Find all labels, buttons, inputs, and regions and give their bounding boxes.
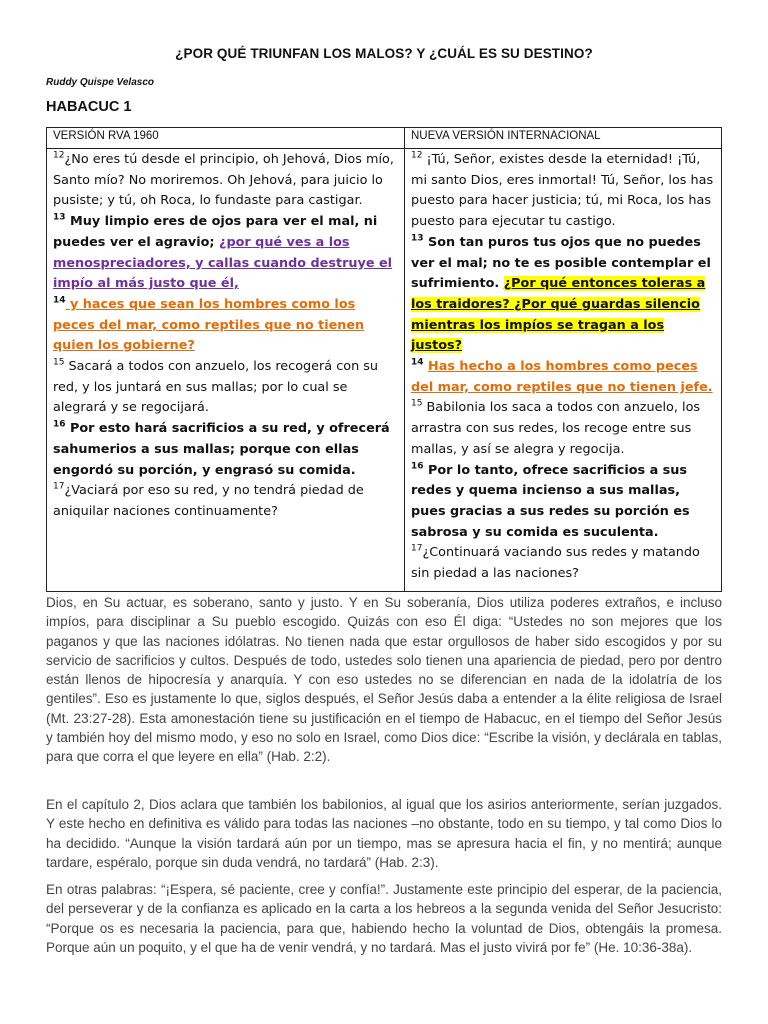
verse-text: Por esto hará sacrificios a su red, y ofrecerá sahumerios a sus mallas; porque con ellas engordó su porción, y engrasó su comida.	[53, 421, 390, 478]
bible-comparison-table	[46, 127, 722, 592]
verse-15	[411, 398, 715, 460]
verse-number: 16	[411, 461, 424, 472]
verse-text: ¿Vaciará por eso su red, y no tendrá piedad de aniquilar naciones continuamente?	[53, 483, 364, 519]
verse-13	[53, 212, 398, 295]
verse-17	[53, 481, 398, 522]
verse-text: ¡Tú, Señor, existes desde la eternidad! ¡Tú, mi santo Dios, eres inmortal! Tú, Señor, los has puesto para hacer justicia; tú, mi Roca, los has puesto para ejecutar tu castigo.	[411, 152, 714, 230]
verse-number: 14	[411, 357, 424, 368]
verse-text: Son tan puros tus ojos que no puedes ver el mal; no te es posible contemplar el sufrimiento.	[411, 234, 711, 292]
verse-number: 12	[411, 150, 423, 161]
column-rva	[47, 149, 405, 592]
verse-number: 12	[53, 150, 65, 161]
body-paragraph: Dios, en Su actuar, es soberano, santo y justo. Y en Su soberanía, Dios utiliza poderes extraños, e incluso impíos, para disciplinar a Su pueblo escogido. Quizás con eso Él diga: “Ustedes no son mejores que los paganos y que las naciones idólatras. No tienen nada que estar orgullosos de haber sido escogidos y por su servicio de sacrificios y cultos. Después de todo, ustedes solo tienen una apariencia de piedad, pero por dentro están llenos de hipocresía y anarquía. Y con eso ustedes no se diferencian en nada de la idolatría de los gentiles”. Eso es justamente lo que, siglos después, el Señor Jesús daba a entender a la élite religiosa de Israel (Mt. 23:27-28). Esta amonestación tiene su justificación en el tiempo de Habacuc, en el tiempo del Señor Jesús y también hoy del mismo modo, y eso no solo en Israel, como Dios dice: “Escribe la visión, y declárala en tablas, para que corra el que leyere en ella” (Hab. 2:2).	[46, 595, 722, 765]
verse-text: Muy limpio eres de ojos para ver el mal, ni puedes ver el agravio;	[53, 214, 378, 250]
verse-text: Babilonia los saca a todos con anzuelo, los arrastra con sus redes, los recoge entre sus mallas, y así se alegra y regocija.	[411, 400, 701, 457]
table-row	[47, 149, 722, 592]
verse-text: Sacará a todos con anzuelo, los recogerá con su red, y los juntará en sus mallas; por lo cual se alegrará y se regocijará.	[53, 359, 379, 416]
verse-14	[53, 295, 398, 357]
verse-highlight: ¿Por qué entonces toleras a los traidores? ¿Por qué guardas silencio mientras los impíos se tragan a los justos?	[411, 276, 706, 354]
verse-16	[53, 419, 398, 481]
verse-number: 17	[53, 481, 65, 492]
body-paragraph: En el capítulo 2, Dios aclara que también los babilonios, al igual que los asirios anteriormente, serían juzgados. Y este hecho en definitiva es válido para todas las naciones –no obstante, todo en su tiempo, y tal como Dios lo ha decidido. “Aunque la visión tardará aún por un tiempo, mas se apresura hacia el fin, y no mentirá; aunque tardare, espéralo, porque sin duda vendrá, no tardará” (Hab. 2:3).	[46, 797, 722, 870]
verse-14	[411, 357, 715, 398]
verse-highlight: Has hecho a los hombres como peces del mar, como reptiles que no tienen jefe.	[411, 359, 713, 395]
verse-number: 17	[411, 544, 423, 555]
verse-15	[53, 357, 398, 419]
verse-number: 13	[53, 212, 66, 223]
column-nvi	[405, 149, 722, 592]
verse-number: 14	[53, 295, 66, 306]
verse-12	[411, 150, 715, 233]
document-title: ¿POR QUÉ TRIUNFAN LOS MALOS? Y ¿CUÁL ES SU DESTINO?	[175, 46, 593, 61]
verse-number: 16	[53, 419, 66, 430]
verse-text: Por lo tanto, ofrece sacrificios a sus redes y quema incienso a sus mallas, pues gracias a sus redes su porción es sabrosa y su comida es suculenta.	[411, 462, 690, 540]
table-header-row	[47, 128, 722, 149]
body-paragraph: En otras palabras: “¡Espera, sé paciente, cree y confía!”. Justamente este principio del esperar, de la paciencia, del perseverar y de la confianza es aplicado en la carta a los hebreos a la segunda venida del Señor Jesucristo: “Porque os es necesaria la paciencia, para que, habiendo hecho la voluntad de Dios, obtengáis la promesa. Porque aún un poquito, y el que ha de venir vendrá, y no tardará. Mas el justo vivirá por fe” (He. 10:36-38a).	[46, 882, 722, 955]
verse-highlight: y haces que sean los hombres como los peces del mar, como reptiles que no tienen quien los gobierne?	[53, 296, 365, 354]
verse-number: 15	[411, 399, 423, 410]
verse-16	[411, 461, 715, 544]
verse-text: ¿Continuará vaciando sus redes y matando sin piedad a las naciones?	[411, 545, 700, 582]
verse-17	[411, 543, 715, 584]
header-rva: VERSIÓN RVA 1960	[47, 128, 405, 149]
document-author: Ruddy Quispe Velasco	[46, 77, 154, 88]
verse-number: 15	[53, 357, 65, 368]
verse-number: 13	[411, 233, 424, 244]
verse-text: ¿No eres tú desde el principio, oh Jehová, Dios mío, Santo mío? No moriremos. Oh Jehová, para juicio lo pusiste; y tú, oh Roca, lo fundaste para castigar.	[53, 152, 394, 209]
verse-highlight: ¿por qué ves a los menospreciadores, y callas cuando destruye el impío al más justo que él,	[53, 234, 393, 292]
header-nvi: NUEVA VERSIÓN INTERNACIONAL	[405, 128, 722, 149]
chapter-heading: HABACUC 1	[46, 99, 132, 115]
verse-12	[53, 150, 398, 212]
verse-13	[411, 233, 715, 357]
